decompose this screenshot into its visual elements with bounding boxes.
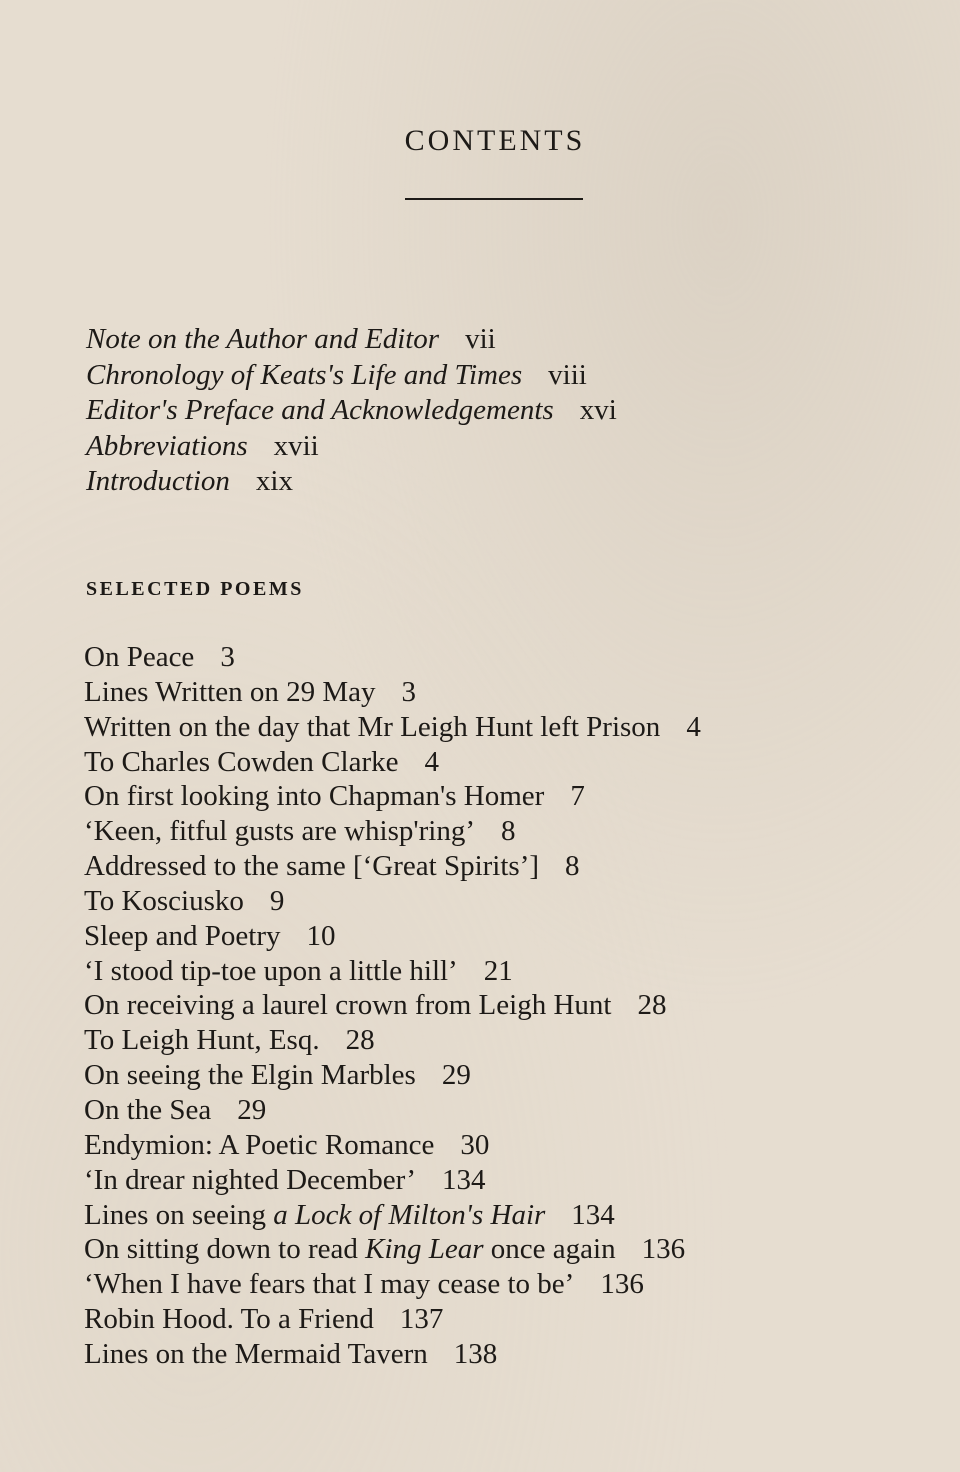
poem-entry xyxy=(84,640,701,675)
entry-page: xvi xyxy=(579,394,617,426)
poem-title: Sleep and Poetry xyxy=(84,919,281,952)
poem-entry xyxy=(84,814,701,849)
poem-page: 137 xyxy=(399,1303,444,1336)
section-heading: SELECTED POEMS xyxy=(86,578,304,600)
poem-title: ‘In drear nighted December’ xyxy=(84,1163,416,1196)
poem-list xyxy=(84,640,701,1372)
poem-entry xyxy=(84,745,701,780)
poem-entry xyxy=(84,1232,701,1267)
poem-title: Lines Written on 29 May xyxy=(84,675,376,708)
poem-page: 138 xyxy=(453,1337,498,1370)
poem-entry xyxy=(84,849,701,884)
poem-page: 4 xyxy=(424,745,439,778)
poem-entry xyxy=(84,1093,701,1128)
poem-page: 136 xyxy=(600,1268,644,1301)
poem-entry xyxy=(84,1023,701,1058)
page-title: CONTENTS xyxy=(404,124,586,157)
poem-entry xyxy=(84,1058,701,1093)
poem-title-suffix: once again xyxy=(483,1233,616,1266)
poem-title: On receiving a laurel crown from Leigh Hunt xyxy=(84,989,612,1022)
poem-title: ‘I stood tip-toe upon a little hill’ xyxy=(84,954,458,987)
poem-title: Lines on seeing xyxy=(84,1198,274,1231)
poem-title: Written on the day that Mr Leigh Hunt left Prison xyxy=(84,710,661,743)
poem-page: 136 xyxy=(641,1233,686,1266)
entry-title: Introduction xyxy=(86,465,230,497)
poem-page: 8 xyxy=(565,850,580,883)
entry-page: viii xyxy=(548,358,587,391)
front-matter-entry xyxy=(86,464,617,500)
entry-page: vii xyxy=(465,323,496,355)
entry-title: Note on the Author and Editor xyxy=(86,323,440,355)
title-rule xyxy=(405,198,583,200)
entry-page: xvii xyxy=(273,429,319,462)
poem-title: ‘Keen, fitful gusts are whisp'ring’ xyxy=(84,815,475,848)
front-matter-entry xyxy=(86,322,617,358)
poem-entry xyxy=(84,1128,701,1163)
poem-page: 29 xyxy=(441,1059,471,1092)
poem-entry xyxy=(84,1267,701,1302)
poem-entry xyxy=(84,1337,701,1372)
poem-entry xyxy=(84,988,701,1023)
entry-page: xix xyxy=(255,465,293,497)
poem-entry xyxy=(84,675,701,710)
poem-page: 21 xyxy=(483,954,513,987)
poem-title-italic: a Lock of Milton's Hair xyxy=(273,1198,546,1231)
poem-page: 9 xyxy=(269,884,285,917)
poem-title: Lines on the Mermaid Tavern xyxy=(84,1337,428,1370)
poem-title: To Kosciusko xyxy=(84,884,244,917)
poem-page: 134 xyxy=(571,1198,615,1231)
front-matter-list xyxy=(86,322,617,500)
entry-title: Chronology of Keats's Life and Times xyxy=(86,358,523,391)
poem-entry xyxy=(84,1198,701,1233)
front-matter-entry xyxy=(86,393,617,429)
poem-title: On first looking into Chapman's Homer xyxy=(84,780,545,813)
poem-entry xyxy=(84,779,701,814)
poem-page: 28 xyxy=(637,989,667,1022)
poem-page: 4 xyxy=(686,710,701,743)
poem-title: To Leigh Hunt, Esq. xyxy=(84,1024,320,1057)
poem-entry xyxy=(84,1302,701,1337)
entry-title: Abbreviations xyxy=(86,429,248,462)
poem-page: 3 xyxy=(401,675,416,708)
poem-entry xyxy=(84,1163,701,1198)
poem-entry xyxy=(84,954,701,989)
poem-title: On the Sea xyxy=(84,1093,212,1126)
poem-page: 7 xyxy=(570,780,585,813)
poem-title: Addressed to the same [‘Great Spirits’] xyxy=(84,850,540,883)
poem-title: ‘When I have fears that I may cease to be’ xyxy=(84,1268,575,1301)
front-matter-entry xyxy=(86,358,617,394)
poem-page: 30 xyxy=(460,1128,490,1161)
poem-title-italic: King Lear xyxy=(365,1233,484,1266)
poem-title: On seeing the Elgin Marbles xyxy=(84,1059,416,1092)
poem-page: 29 xyxy=(237,1093,267,1126)
poem-entry xyxy=(84,884,701,919)
poem-page: 8 xyxy=(501,815,516,848)
poem-entry xyxy=(84,710,701,745)
poem-title: On Peace xyxy=(84,641,195,673)
poem-entry xyxy=(84,919,701,954)
poem-title: To Charles Cowden Clarke xyxy=(84,745,399,778)
front-matter-entry xyxy=(86,429,617,465)
poem-page: 3 xyxy=(220,641,235,673)
poem-title: Robin Hood. To a Friend xyxy=(84,1303,374,1336)
poem-title: Endymion: A Poetic Romance xyxy=(84,1128,435,1161)
poem-title: On sitting down to read xyxy=(84,1233,366,1266)
poem-page: 10 xyxy=(306,919,336,952)
poem-page: 134 xyxy=(442,1163,486,1196)
entry-title: Editor's Preface and Acknowledgements xyxy=(86,394,554,426)
poem-page: 28 xyxy=(345,1024,375,1057)
